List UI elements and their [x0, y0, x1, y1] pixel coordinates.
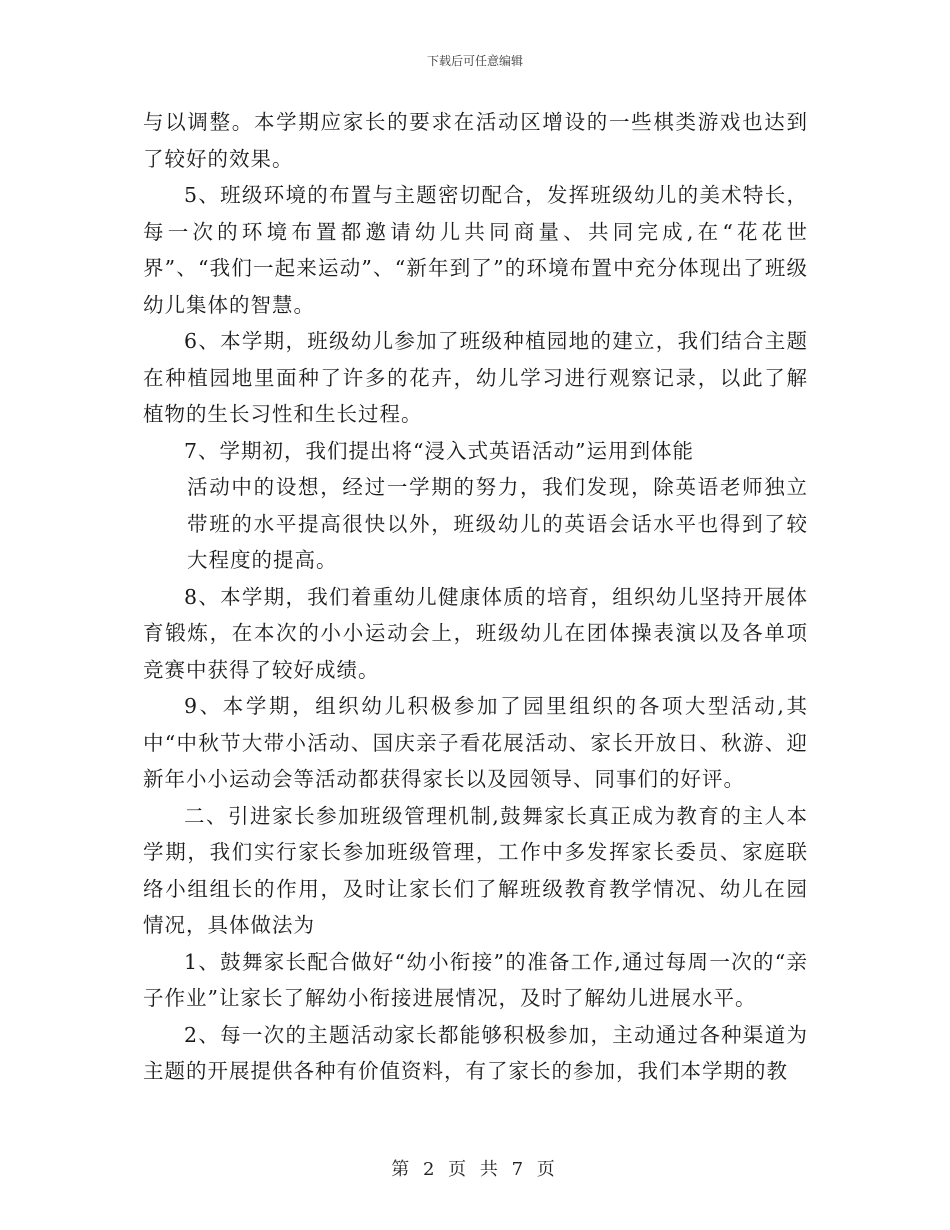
paragraph-item-7-continued: 活动中的设想，经过一学期的努力，我们发现，除英语老师独立带班的水平提高很快以外，班级幼儿的英语会话水平也得到了较大程度的提高。: [187, 475, 808, 572]
page-number-footer: 第 2 页 共 7 页: [391, 1159, 559, 1180]
paragraph-section-2-item-2: 2、每一次的主题活动家长都能够积极参加，主动通过各种渠道为主题的开展提供各种有价值资料，有了家长的参加，我们本学期的教: [143, 1022, 808, 1083]
paragraph-item-5: 5、班级环境的布置与主题密切配合，发挥班级幼儿的美术特长，每一次的环境布置都邀请幼儿共同商量、共同完成,在“花花世界”、“我们一起来运动”、“新年到了”的环境布置中充分体现出了班级幼儿集体的智慧。: [143, 183, 808, 317]
paragraph-section-2-item-1: 1、鼓舞家长配合做好“幼小衔接”的准备工作,通过每周一次的“亲子作业”让家长了解幼小衔接进展情况，及时了解幼儿进展水平。: [143, 949, 808, 1010]
paragraph-continuation: 与以调整。本学期应家长的要求在活动区增设的一些棋类游戏也达到了较好的效果。: [143, 110, 808, 171]
document-body: [143, 104, 808, 1090]
paragraph-item-7: 7、学期初，我们提出将“浸入式英语活动”运用到体能: [184, 438, 695, 463]
paragraph-item-9: 9、本学期，组织幼儿积极参加了园里组织的各项大型活动,其中“中秋节大带小活动、国庆亲子看花展活动、家长开放日、秋游、迎新年小小运动会等活动都获得家长以及园领导、同事们的好评。: [143, 694, 808, 791]
paragraph-item-8: 8、本学期，我们着重幼儿健康体质的培育，组织幼儿坚持开展体育锻炼，在本次的小小运动会上，班级幼儿在团体操表演以及各单项竞赛中获得了较好成绩。: [143, 584, 808, 682]
paragraph-section-2: 二、引进家长参加班级管理机制,鼓舞家长真正成为教育的主人本学期，我们实行家长参加班级管理，工作中多发挥家长委员、家庭联络小组组长的作用，及时让家长们了解班级教育教学情况、幼儿在园情况，具体做法为: [143, 803, 808, 937]
page-header: 下载后可任意编辑: [426, 54, 523, 68]
paragraph-item-6: 6、本学期，班级幼儿参加了班级种植园地的建立，我们结合主题在种植园地里面种了许多的花卉，幼儿学习进行观察记录，以此了解植物的生长习性和生长过程。: [143, 329, 808, 426]
